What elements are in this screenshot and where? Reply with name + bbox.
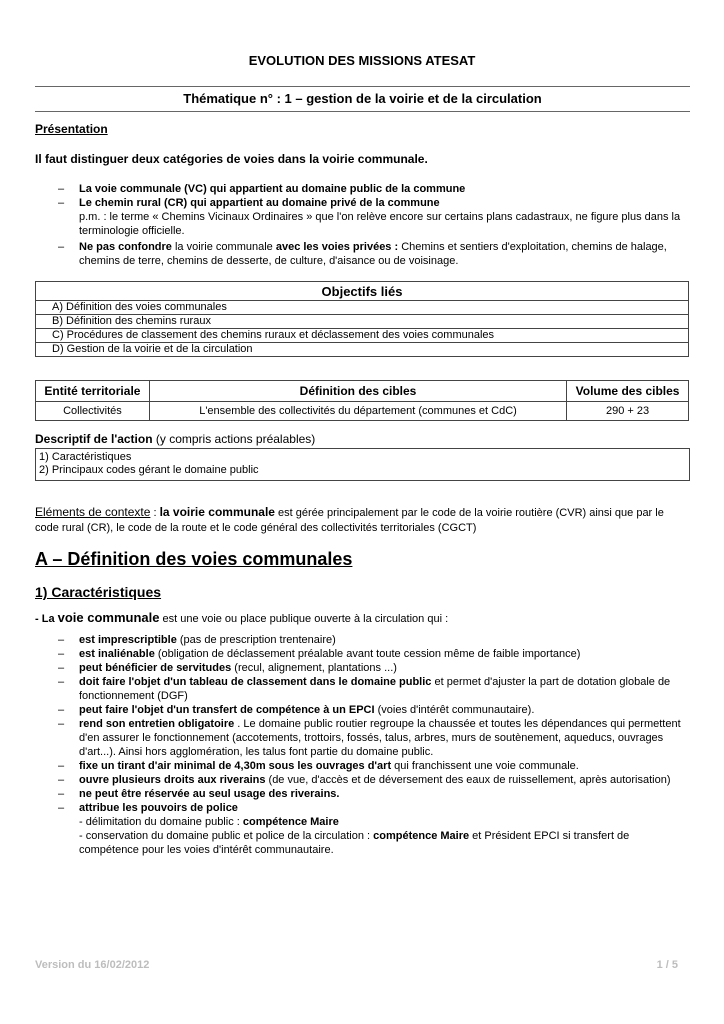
table-row: Collectivités L'ensemble des collectivités du département (communes et CdC) 290 + 23 — [36, 402, 689, 421]
table-row: B) Définition des chemins ruraux — [36, 315, 689, 329]
list-item: – peut bénéficier de servitudes (recul, alignement, plantations ...) — [35, 661, 690, 675]
list-item: – ne peut être réservée au seul usage des riverains. — [35, 787, 690, 801]
voie-communale-intro: - La voie communale est une voie ou place publique ouverte à la circulation qui : — [35, 610, 449, 625]
section-1-title: 1) Caractéristiques — [35, 584, 162, 600]
presentation-intro: Il faut distinguer deux catégories de voies dans la voirie communale. — [35, 152, 428, 166]
list-item: – attribue les pouvoirs de police - délimitation du domaine public : compétence Maire - conservation du domaine public et police de la circulation : compétence Maire et Président EPCI si transfert de compétence pour les voies d'intérêt communautaire. — [35, 801, 690, 857]
column-header: Définition des cibles — [149, 381, 566, 402]
list-item: – rend son entretien obligatoire . Le domaine public routier regroupe la chaussée et toutes les dépendances qui permettent d'en assurer le fonctionnement (accotements, trottoirs, fossés, talus, arbres, murs de soutènement, aqueducs, ouvrages d'art...). Ainsi hors agglomération, les talus font partie du domaine public. — [35, 717, 690, 759]
list-item: – Le chemin rural (CR) qui appartient au domaine privé de la commune p.m. : le terme « Chemins Vicinaux Ordinaires » que l'on relève encore sur certains plans cadastraux, ne figure plus dans la terminologie officielle. — [35, 196, 690, 238]
list-item: – est imprescriptible (pas de prescription trentenaire) — [35, 633, 690, 647]
descriptif-box — [35, 448, 690, 481]
voie-categories-list — [35, 182, 690, 268]
caracteristiques-list — [35, 633, 690, 857]
document-title: EVOLUTION DES MISSIONS ATESAT — [248, 53, 476, 68]
thematique-title: Thématique n° : 1 – gestion de la voirie et de la circulation — [35, 86, 690, 112]
list-item: – Ne pas confondre la voirie communale avec les voies privées : Chemins et sentiers d'exploitation, chemins de halage, chemins de terre, chemins de desserte, de culture, d'aisance ou de voisinage. — [35, 240, 690, 268]
descriptif-line: 2) Principaux codes gérant le domaine public — [39, 464, 259, 476]
presentation-heading: Présentation — [35, 122, 108, 136]
list-item: – doit faire l'objet d'un tableau de classement dans le domaine public et permet d'ajuster la part de dotation globale de fonctionnement (DGF) — [35, 675, 690, 703]
table-row: D) Gestion de la voirie et de la circulation — [36, 343, 689, 357]
objectifs-heading: Objectifs liés — [36, 282, 689, 301]
table-row: A) Définition des voies communales — [36, 301, 689, 315]
footer-version: Version du 16/02/2012 — [35, 959, 150, 971]
column-header: Volume des cibles — [567, 381, 689, 402]
descriptif-line: 1) Caractéristiques — [39, 451, 132, 463]
list-item: – est inaliénable (obligation de déclassement préalable avant toute cession même de faible importance) — [35, 647, 690, 661]
cibles-table — [35, 380, 689, 421]
section-a-title: A – Définition des voies communales — [35, 549, 353, 569]
list-item: – La voie communale (VC) qui appartient au domaine public de la commune — [35, 182, 690, 196]
contexte-paragraph: Eléments de contexte : la voirie communale est gérée principalement par le code de la voirie routière (CVR) ainsi que par le code rural (CR), le code de la route et le code général des collectivités territoriales (CGCT) — [35, 505, 664, 534]
descriptif-heading: Descriptif de l'action (y compris actions préalables) — [35, 432, 316, 446]
list-item: – fixe un tirant d'air minimal de 4,30m sous les ouvrages d'art qui franchissent une voie communale. — [35, 759, 690, 773]
table-row: C) Procédures de classement des chemins ruraux et déclassement des voies communales — [36, 329, 689, 343]
column-header: Entité territoriale — [36, 381, 150, 402]
list-item: – ouvre plusieurs droits aux riverains (de vue, d'accès et de déversement des eaux de ruissellement, après autorisation) — [35, 773, 690, 787]
footer-page-number: 1 / 5 — [656, 959, 678, 971]
list-item: – peut faire l'objet d'un transfert de compétence à un EPCI (voies d'intérêt communautaire). — [35, 703, 690, 717]
objectifs-table — [35, 281, 689, 357]
